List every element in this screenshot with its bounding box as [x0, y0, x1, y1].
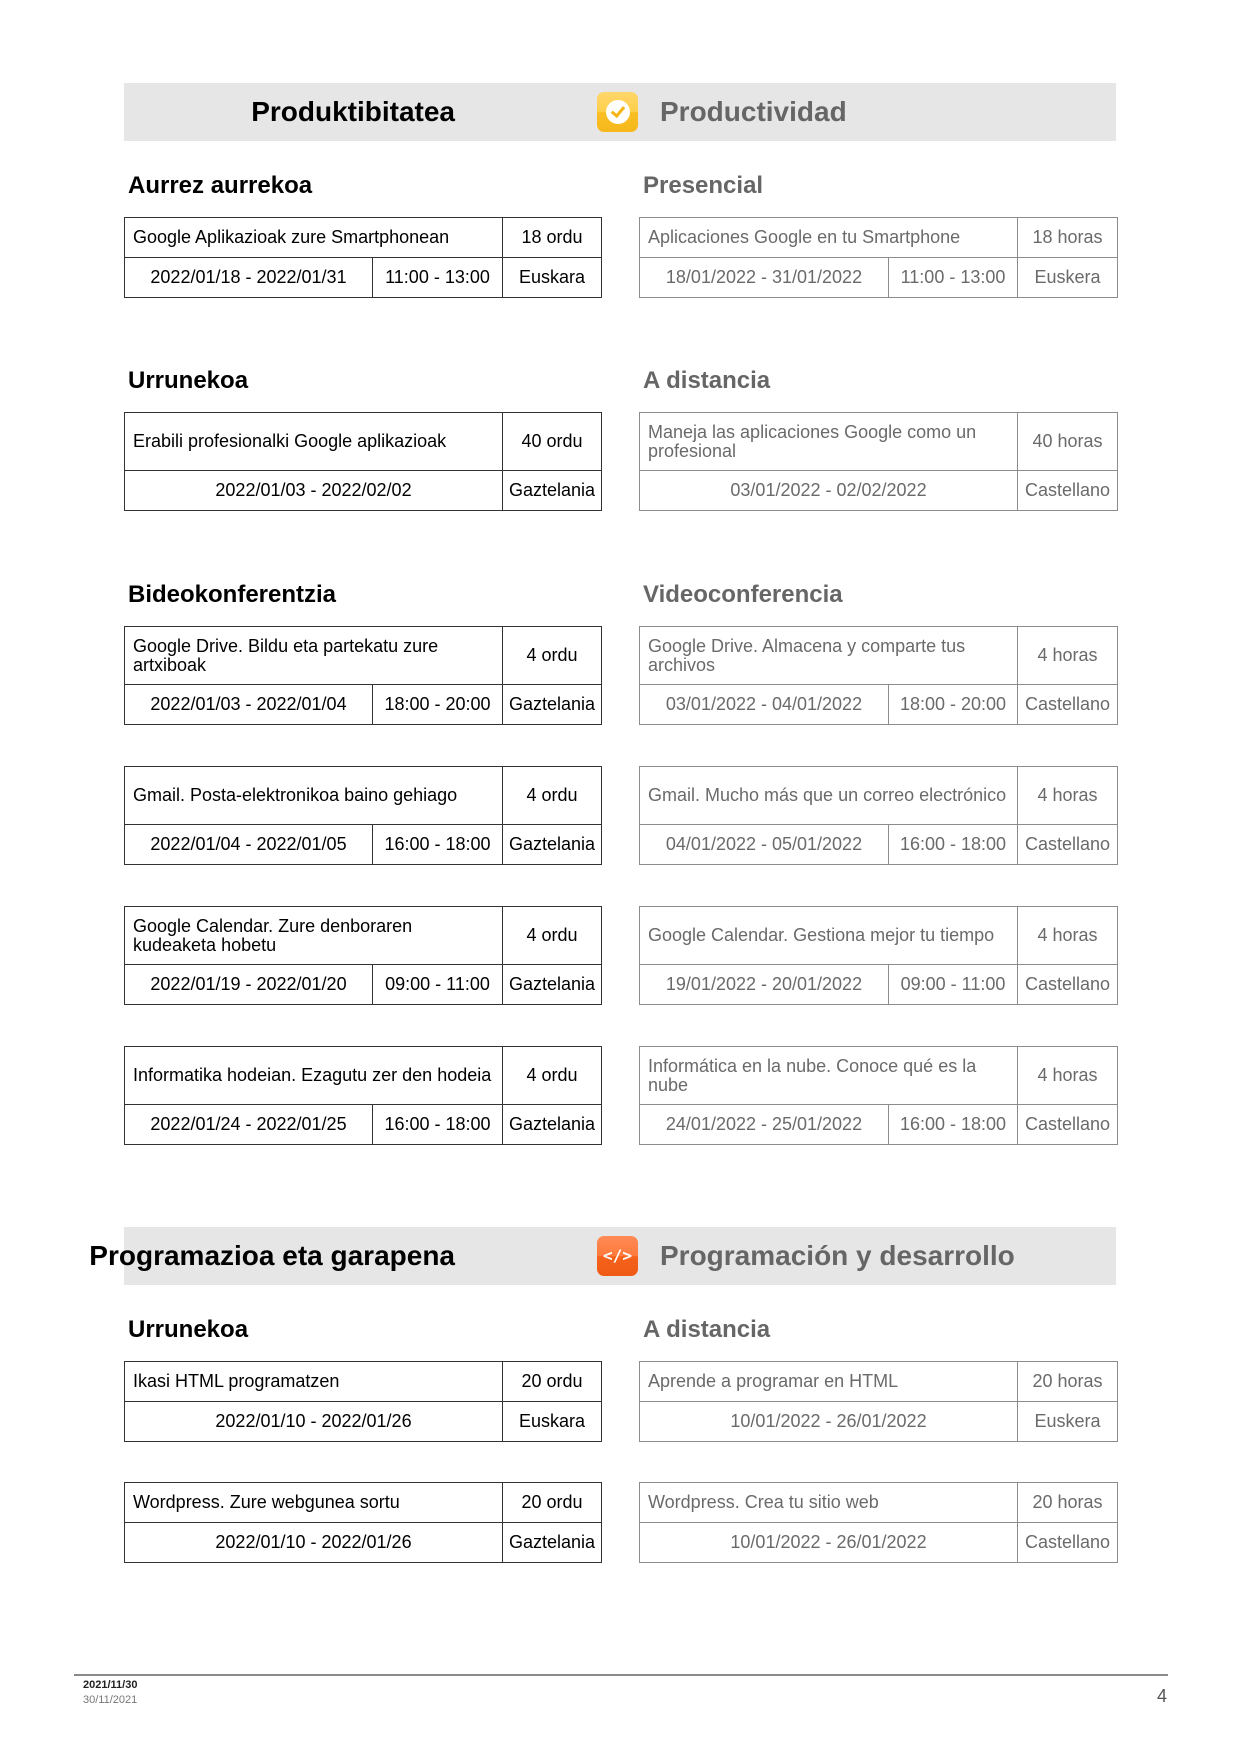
course-dates: 04/01/2022 - 05/01/2022 [640, 825, 889, 865]
course-hours: 18 ordu [503, 218, 602, 258]
course-dates: 03/01/2022 - 02/02/2022 [640, 471, 1018, 511]
page-number: 4 [1157, 1686, 1168, 1706]
check-circle-icon [597, 92, 638, 132]
code-icon: </> [597, 1236, 638, 1276]
section-title-es: Productividad [660, 96, 847, 127]
course-hours: 4 horas [1018, 627, 1118, 685]
course-title: Maneja las aplicaciones Google como un profesional [640, 413, 1018, 471]
section-header-productivity [124, 83, 1116, 141]
course-hours: 20 horas [1018, 1362, 1118, 1402]
course-table-es [639, 766, 1118, 865]
course-hours: 4 ordu [503, 767, 602, 825]
course-title: Aprende a programar en HTML [640, 1362, 1018, 1402]
course-language: Gaztelania [503, 1105, 602, 1145]
course-dates: 18/01/2022 - 31/01/2022 [640, 258, 889, 298]
course-hours: 20 ordu [503, 1483, 602, 1523]
course-title: Ikasi HTML programatzen [125, 1362, 503, 1402]
course-language: Gaztelania [503, 965, 602, 1005]
course-language: Euskara [503, 258, 602, 298]
course-table-eu [124, 1361, 602, 1442]
course-hours: 4 ordu [503, 1047, 602, 1105]
course-language: Euskera [1018, 258, 1118, 298]
course-hours: 4 horas [1018, 1047, 1118, 1105]
course-title: Aplicaciones Google en tu Smartphone [640, 218, 1018, 258]
course-dates: 24/01/2022 - 25/01/2022 [640, 1105, 889, 1145]
course-hours: 20 ordu [503, 1362, 602, 1402]
course-hours: 40 horas [1018, 413, 1118, 471]
course-table-eu [124, 906, 602, 1005]
course-title: Google Calendar. Zure denboraren kudeaketa hobetu [125, 907, 503, 965]
course-time: 09:00 - 11:00 [373, 965, 503, 1005]
course-title: Gmail. Mucho más que un correo electrónico [640, 767, 1018, 825]
course-dates: 03/01/2022 - 04/01/2022 [640, 685, 889, 725]
course-hours: 4 ordu [503, 627, 602, 685]
course-time: 18:00 - 20:00 [373, 685, 503, 725]
footer-date-es: 30/11/2021 [83, 1694, 138, 1706]
course-language: Euskera [1018, 1402, 1118, 1442]
course-title: Google Calendar. Gestiona mejor tu tiempo [640, 907, 1018, 965]
course-title: Erabili profesionalki Google aplikazioak [125, 413, 503, 471]
course-hours: 4 horas [1018, 907, 1118, 965]
subheading-presencial-es: Presencial [643, 172, 764, 199]
course-title: Wordpress. Crea tu sitio web [640, 1483, 1018, 1523]
course-language: Gaztelania [503, 471, 602, 511]
course-table-eu [124, 1046, 602, 1145]
course-time: 09:00 - 11:00 [889, 965, 1018, 1005]
course-language: Castellano [1018, 965, 1118, 1005]
course-dates: 10/01/2022 - 26/01/2022 [640, 1402, 1018, 1442]
course-dates: 2022/01/03 - 2022/01/04 [125, 685, 373, 725]
course-time: 16:00 - 18:00 [889, 825, 1018, 865]
course-dates: 10/01/2022 - 26/01/2022 [640, 1523, 1018, 1563]
course-time: 16:00 - 18:00 [889, 1105, 1018, 1145]
course-time: 16:00 - 18:00 [373, 1105, 503, 1145]
course-hours: 40 ordu [503, 413, 602, 471]
course-dates: 2022/01/03 - 2022/02/02 [125, 471, 503, 511]
course-title: Google Drive. Bildu eta partekatu zure artxiboak [125, 627, 503, 685]
course-title: Wordpress. Zure webgunea sortu [125, 1483, 503, 1523]
footer-date-eu: 2021/11/30 [83, 1679, 138, 1691]
course-language: Castellano [1018, 1105, 1118, 1145]
subheading-prog-distancia-es: A distancia [643, 1316, 771, 1343]
course-hours: 20 horas [1018, 1483, 1118, 1523]
course-table-es [639, 1361, 1118, 1442]
course-table-es [639, 626, 1118, 725]
course-hours: 18 horas [1018, 218, 1118, 258]
course-table-es [639, 1046, 1118, 1145]
course-title: Informática en la nube. Conoce qué es la nube [640, 1047, 1018, 1105]
course-time: 11:00 - 13:00 [373, 258, 503, 298]
course-dates: 2022/01/04 - 2022/01/05 [125, 825, 373, 865]
course-language: Castellano [1018, 825, 1118, 865]
subheading-distancia-es: A distancia [643, 367, 771, 394]
course-table-es [639, 412, 1118, 511]
course-time: 18:00 - 20:00 [889, 685, 1018, 725]
course-table-eu [124, 1482, 602, 1563]
course-table-eu [124, 412, 602, 511]
subheading-video-es: Videoconferencia [643, 581, 843, 608]
course-title: Informatika hodeian. Ezagutu zer den hodeia [125, 1047, 503, 1105]
subheading-presencial-eu: Aurrez aurrekoa [128, 172, 313, 199]
course-table-es [639, 1482, 1118, 1563]
section-title-eu: Programazioa eta garapena [89, 1240, 455, 1271]
course-time: 11:00 - 13:00 [889, 258, 1018, 298]
course-dates: 2022/01/24 - 2022/01/25 [125, 1105, 373, 1145]
course-language: Gaztelania [503, 685, 602, 725]
footer-divider [74, 1674, 1168, 1676]
subheading-distancia-eu: Urrunekoa [128, 367, 249, 394]
course-table-eu [124, 626, 602, 725]
course-language: Castellano [1018, 1523, 1118, 1563]
section-title-eu: Produktibitatea [251, 96, 455, 127]
course-title: Google Drive. Almacena y comparte tus archivos [640, 627, 1018, 685]
course-dates: 2022/01/18 - 2022/01/31 [125, 258, 373, 298]
course-table-es [639, 906, 1118, 1005]
course-table-eu [124, 217, 602, 298]
course-language: Castellano [1018, 471, 1118, 511]
course-language: Euskara [503, 1402, 602, 1442]
course-table-es [639, 217, 1118, 298]
course-dates: 2022/01/19 - 2022/01/20 [125, 965, 373, 1005]
section-title-es: Programación y desarrollo [660, 1240, 1015, 1271]
course-dates: 19/01/2022 - 20/01/2022 [640, 965, 889, 1005]
subheading-prog-distancia-eu: Urrunekoa [128, 1316, 249, 1343]
course-hours: 4 horas [1018, 767, 1118, 825]
course-dates: 2022/01/10 - 2022/01/26 [125, 1523, 503, 1563]
course-dates: 2022/01/10 - 2022/01/26 [125, 1402, 503, 1442]
course-language: Gaztelania [503, 825, 602, 865]
course-language: Gaztelania [503, 1523, 602, 1563]
course-time: 16:00 - 18:00 [373, 825, 503, 865]
course-title: Gmail. Posta-elektronikoa baino gehiago [125, 767, 503, 825]
section-header-programming [89, 1227, 1116, 1285]
subheading-video-eu: Bideokonferentzia [128, 581, 337, 608]
course-language: Castellano [1018, 685, 1118, 725]
course-title: Google Aplikazioak zure Smartphonean [125, 218, 503, 258]
course-table-eu [124, 766, 602, 865]
course-hours: 4 ordu [503, 907, 602, 965]
